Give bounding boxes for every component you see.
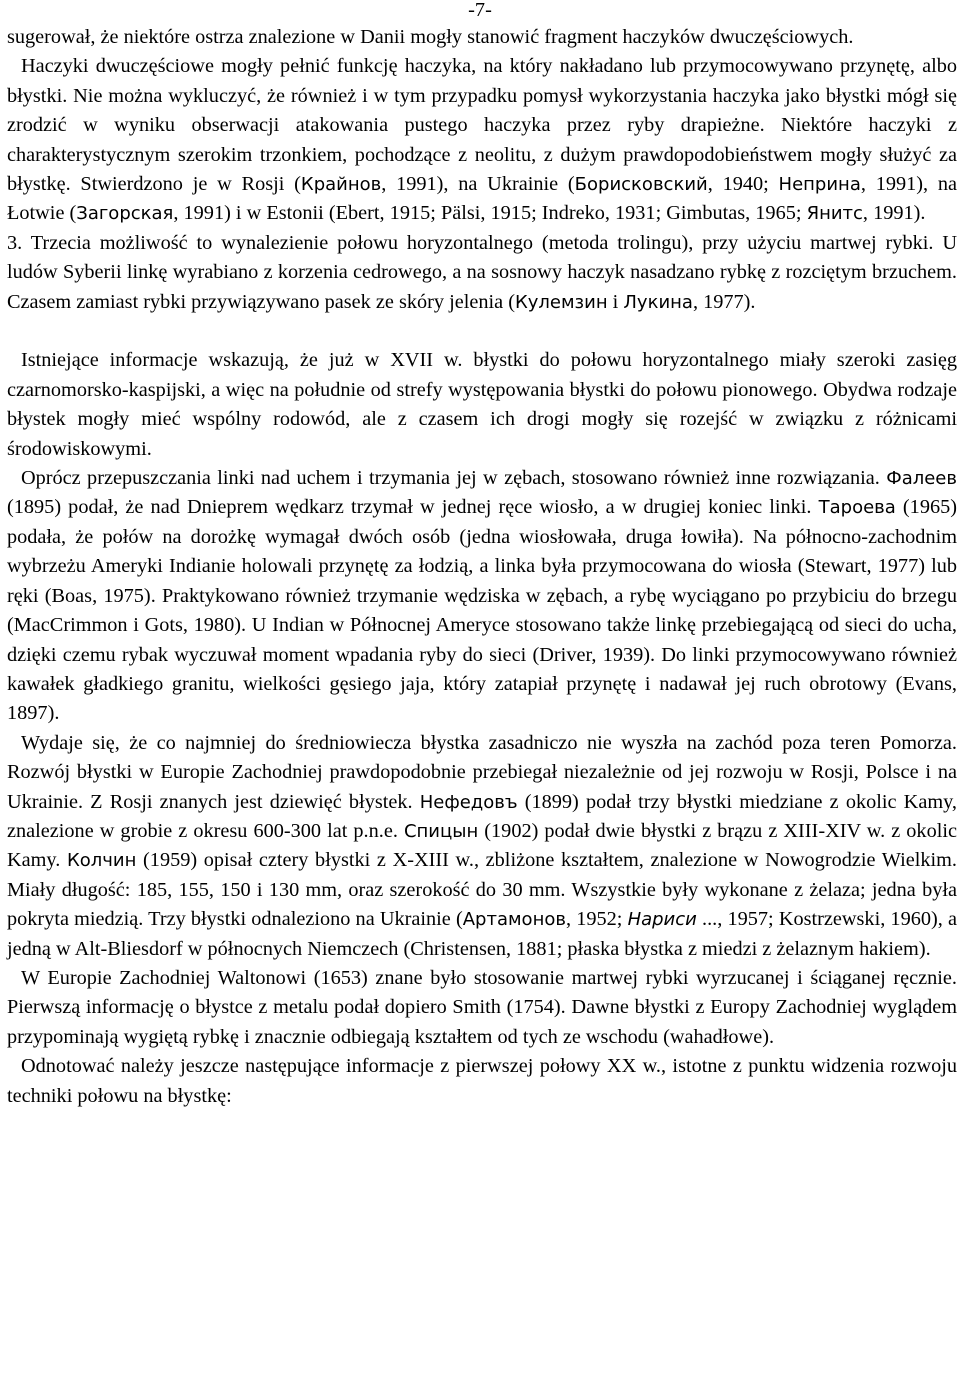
- cyrillic-name: Неприна: [778, 174, 861, 196]
- text-run: Oprócz przepuszczania linki nad uchem i trzymania jej w zębach, stosowano również inne rozwiązania.: [21, 467, 887, 490]
- text-run: (1965) podała, że połów na dorożkę wymagał dwóch osób (jedna wiosłowała, druga łowiła). Na północno-zachodnim wybrzeżu Ameryki Indianie holowali przynętę za łodzią, a linka była przymocowana do wiosła (Stewart, 1977) lub ręki (Boas, 1975). Praktykowano również trzymanie wędziska w zębach, a rybę wyciągano po przybiciu do brzegu (MacCrimmon i Gots, 1980). U Indian w Północnej Ameryce stosowano także linkę przebiegającą od sieci do ucha, dzięki czemu rybak wyczuwał moment wpadania ryby do sieci (Driver, 1939). Do linki przymocowywano również kawałek gładkiego granitu, wielkości gęsiego jaja, który zatapiał przynętę i nadawał jej ruch obrotowy (Evans, 1897).: [7, 496, 957, 725]
- text-run: , 1991), na Ukrainie (: [381, 173, 575, 196]
- cyrillic-name: Нефедовъ: [419, 791, 518, 813]
- cyrillic-name: Лукина: [623, 291, 693, 313]
- cyrillic-name: Борисковский: [574, 174, 708, 196]
- text-run: (1895) podał, że nad Dnieprem wędkarz trzymał w jednej ręce wiosło, a w drugiej koniec linki.: [7, 496, 819, 519]
- text-run: , 1952;: [565, 908, 628, 931]
- cyrillic-name: Фалеев: [886, 468, 957, 490]
- text-run: (1899) podał trzy błystki miedziane z okolic Kamy, znalezione w grobie z okresu 600-300 lat p.n.e.: [7, 790, 957, 842]
- text-run: (1902) podał dwie błystki z brązu z XIII-XIV w. z okolic Kamy.: [7, 819, 957, 872]
- paragraph-p8: [7, 1052, 957, 1111]
- document-body: [7, 23, 957, 1111]
- paragraph-p3: [7, 229, 957, 317]
- text-run: Wydaje się, że co najmniej do średniowiecza błystka zasadniczo nie wyszła na zachód poza teren Pomorza. Rozwój błystki w Europie Zachodniej prawdopodobnie przebiegał niezależnie od jej rozwoju w Rosji, Polsce i na Ukrainie. Z Rosji znanych jest dziewięć błystek.: [7, 731, 957, 813]
- paragraph-p7: [7, 964, 957, 1052]
- text-run: Haczyki dwuczęściowe mogły pełnić funkcję haczyka, na który nakładano lub przymocowywano przynętę, albo błystki. Nie można wykluczyć, że również i w tym przypadku pomysł wykorzystania haczyka jako błystki mógł się zrodzić w wyniku obserwacji atakowania pustego haczyka przez ryby drapieżne. Niektóre haczyki z charakterystycznym szerokim trzonkiem, pochodzące z neolitu, z dużym prawdopodobieństwem mogły służyć za błystkę. Stwierdzono je w Rosji (: [7, 55, 957, 196]
- cyrillic-name: Нариси: [627, 909, 697, 931]
- cyrillic-name: Кулемзин: [514, 291, 608, 313]
- page-number: -7-: [468, 0, 492, 21]
- text-run: (1959) opisał cztery błystki z X-XIII w., zbliżone kształtem, znalezione w Nowogrodzie Wielkim. Miały długość: 185, 155, 150 i 130 mm, oraz szerokość do 30 mm. Wszystkie były wykonane z żelaza; jedna była pokryta miedzią. Trzy błystki odnaleziono na Ukrainie (: [7, 849, 958, 931]
- cyrillic-name: Тароева: [818, 497, 896, 519]
- blank-line: [7, 317, 957, 346]
- cyrillic-name: Крайнов: [300, 174, 382, 196]
- cyrillic-name: Загорская: [76, 203, 174, 225]
- text-run: sugerował, że niektóre ostrza znalezione w Danii mogły stanowić fragment haczyków dwuczęściowych.: [7, 26, 854, 48]
- text-run: ..., 1957; Kostrzewski, 1960), a jedną w Alt-Bliesdorf w północnych Niemczech (Christensen, 1881; płaska błystka z miedzi z żelaznym hakiem).: [7, 908, 957, 960]
- text-run: , 1977).: [692, 290, 756, 313]
- cyrillic-name: Колчин: [66, 850, 137, 872]
- text-run: , 1991) i w Estonii (Ebert, 1915; Pälsi, 1915; Indreko, 1931; Gimbutas, 1965;: [173, 202, 807, 225]
- cyrillic-name: Артамонов: [462, 909, 566, 931]
- paragraph-p5: [7, 464, 957, 729]
- paragraph-p1: [7, 23, 957, 52]
- paragraph-p4: [7, 346, 957, 464]
- text-run: i: [607, 290, 624, 313]
- text-run: Odnotować należy jeszcze następujące informacje z pierwszej połowy XX w., istotne z punktu widzenia rozwoju techniki połowu na błystkę:: [7, 1055, 957, 1107]
- text-run: , 1940;: [707, 173, 779, 196]
- cyrillic-name: Спицын: [403, 820, 479, 842]
- text-run: , 1991).: [862, 202, 926, 225]
- paragraph-p2: [7, 52, 957, 228]
- text-run: 3. Trzecia możliwość to wynalezienie połowu horyzontalnego (metoda trolingu), przy użyciu martwej rybki. U ludów Syberii linkę wyrabiano z korzenia cedrowego, a na sosnowy haczyk nasadzano rybkę z rozciętym brzuchem. Czasem zamiast rybki przywiązywano pasek ze skóry jelenia (: [7, 231, 957, 313]
- text-run: W Europie Zachodniej Waltonowi (1653) znane było stosowanie martwej rybki wyrzucanej i ściąganej ręcznie. Pierwszą informację o błystce z metalu podał dopiero Smith (1754). Dawne błystki z Europy Zachodniej wyglądem przypominają wygiętą rybkę i znacznie odbiegają kształtem od tych ze wschodu (wahadłowe).: [7, 966, 957, 1048]
- text-run: Istniejące informacje wskazują, że już w XVII w. błystki do połowu horyzontalnego miały szeroki zasięg czarnomorsko-kaspijski, a więc na południe od strefy występowania błystki do połowu pionowego. Obydwa rodzaje błystek mogły mieć wspólny rodowód, ale z czasem ich drogi mogły się rozejść w związku z różnicami środowiskowymi.: [7, 349, 957, 460]
- paragraph-p6: [7, 729, 957, 964]
- text-run: , 1991), na Łotwie (: [7, 173, 958, 225]
- cyrillic-name: Янитс: [806, 203, 863, 225]
